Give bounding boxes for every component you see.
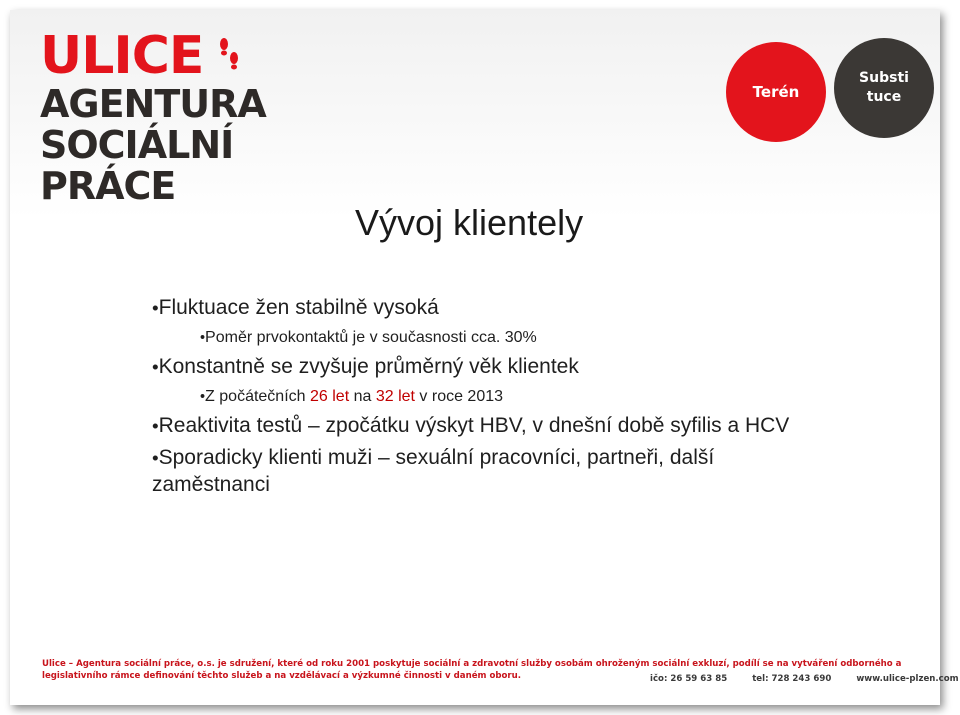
- sub-bullet-text: Z počátečních: [205, 388, 310, 405]
- logo-prace: PRÁCE: [40, 164, 176, 208]
- bullet-item: [152, 295, 832, 322]
- footprints-icon: [218, 36, 240, 76]
- ulice-logo: [40, 26, 266, 208]
- bullet-item: [152, 354, 832, 381]
- bullet-text: Fluktuace žen stabilně vysoká: [158, 296, 439, 319]
- teren-label: Terén: [752, 83, 800, 101]
- logo-agentura: AGENTURA: [40, 82, 266, 126]
- bullet-item: [152, 413, 832, 440]
- bullet-dot-icon: •: [200, 389, 206, 405]
- bullet-dot-icon: •: [152, 298, 159, 319]
- footer-contacts: [650, 674, 960, 684]
- bullet-text: Konstantně se zvyšuje průměrný věk klientek: [158, 355, 579, 378]
- substituce-label: Substi tuce: [859, 70, 909, 105]
- bullet-dot-icon: •: [152, 357, 159, 378]
- slide-title: Vývoj klientely: [355, 202, 584, 243]
- bullet-text: Reaktivita testů – zpočátku výskyt HBV, v dnešní době syfilis a HCV: [158, 414, 790, 437]
- sub-bullet-text: v roce 2013: [414, 388, 504, 405]
- footer-ico: ičo: 26 59 63 85: [650, 674, 728, 684]
- footer-text: Ulice – Agentura sociální práce, o.s. je sdružení, které od roku 2001 poskytuje sociální a zdravotní služby osobám ohroženým sociální exkluzí, podílí se na vytváření odborného a legislativního rámce definování těchto služeb a na vzdělávací a výzkumné činnosti v daném oboru.: [42, 659, 902, 681]
- bullet-item: [152, 445, 832, 498]
- logo-socialni: SOCIÁLNÍ: [40, 123, 234, 167]
- bullet-list: [152, 295, 832, 503]
- footer-tel: tel: 728 243 690: [752, 674, 832, 684]
- bullet-dot-icon: •: [152, 448, 159, 469]
- highlight-age-now: 32 let: [375, 388, 415, 405]
- sub-bullet-text: Poměr prvokontaktů je v současnosti cca. 30%: [205, 329, 537, 346]
- highlight-age-start: 26 let: [310, 388, 350, 405]
- footer-web[interactable]: www.ulice-plzen.com: [856, 674, 959, 684]
- slide: [10, 10, 959, 705]
- substituce-circle: [834, 38, 934, 138]
- bullet-text: Sporadicky klienti muži – sexuální pracovníci, partneři, další zaměstnanci: [152, 446, 715, 496]
- sub-bullet-item: [152, 386, 832, 408]
- sub-bullet-item: [152, 327, 832, 349]
- sub-bullet-text: na: [349, 388, 376, 405]
- logo-ulice: ULICE: [40, 26, 204, 86]
- teren-circle: [726, 42, 826, 142]
- bullet-dot-icon: •: [200, 330, 206, 346]
- bullet-dot-icon: •: [152, 416, 159, 437]
